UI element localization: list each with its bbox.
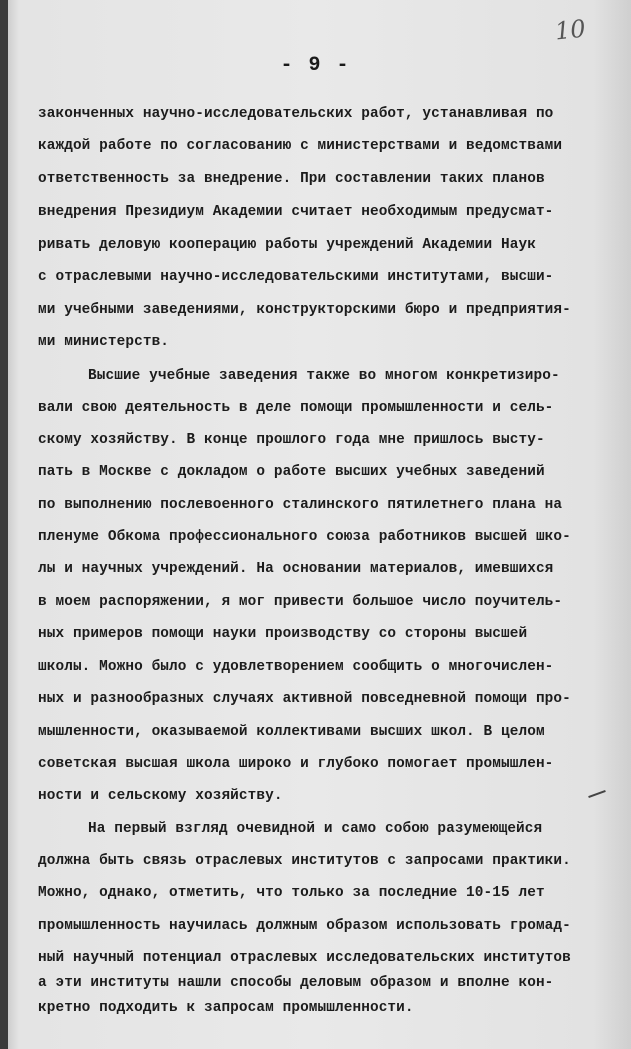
text-line: ный научный потенциал отраслевых исследовательских институтов xyxy=(38,950,571,966)
text-line: в моем распоряжении, я мог привести большое число поучитель- xyxy=(38,594,563,610)
text-line: школы. Можно было с удовлетворением сообщить о многочислен- xyxy=(38,659,554,675)
text-line: внедрения Президиум Академии считает необходимым предусмат- xyxy=(38,204,554,220)
text-line: ных и разнообразных случаях активной повседневной помощи про- xyxy=(38,691,571,707)
text-line: вали свою деятельность в деле помощи промышленности и сель- xyxy=(38,400,554,416)
text-line: каждой работе по согласованию с министерствами и ведомствами xyxy=(38,138,563,154)
text-line: законченных научно-исследовательских работ, устанавливая по xyxy=(38,106,554,122)
text-line: лы и научных учреждений. На основании материалов, имевшихся xyxy=(38,561,554,577)
text-line: Можно, однако, отметить, что только за последние 10-15 лет xyxy=(38,885,545,901)
text-line: мышленности, оказываемой коллективами высших школ. В целом xyxy=(38,724,545,740)
text-line: ных примеров помощи науки производству со стороны высшей xyxy=(38,626,528,642)
text-line: пать в Москве с докладом о работе высших учебных заведений xyxy=(38,464,545,480)
text-line: скому хозяйству. В конце прошлого года мне пришлось высту- xyxy=(38,432,545,448)
text-line: кретно подходить к запросам промышленности. xyxy=(38,1000,414,1016)
text-line: На первый взгляд очевидной и само собою разумеющейся xyxy=(88,821,543,837)
text-line: ривать деловую кооперацию работы учреждений Академии Наук xyxy=(38,237,536,253)
text-line: советская высшая школа широко и глубоко помогает промышлен- xyxy=(38,756,554,772)
text-line: ответственность за внедрение. При составлении таких планов xyxy=(38,171,545,187)
text-line: должна быть связь отраслевых институтов с запросами практики. xyxy=(38,853,571,869)
pencil-mark xyxy=(588,790,606,798)
text-line: промышленность научилась должным образом использовать громад- xyxy=(38,918,571,934)
text-line: пленуме Обкома профессионального союза работников высшей шко- xyxy=(38,529,571,545)
text-line: с отраслевыми научно-исследовательскими институтами, высши- xyxy=(38,269,554,285)
text-line: ми министерств. xyxy=(38,334,170,350)
text-line: ми учебными заведениями, конструкторскими бюро и предприятия- xyxy=(38,302,571,318)
text-line: Высшие учебные заведения также во многом конкретизиро- xyxy=(88,368,560,384)
text-line: ности и сельскому хозяйству. xyxy=(38,788,283,804)
page-number: - 9 - xyxy=(280,54,351,77)
handwritten-page-note: 10 xyxy=(553,14,587,46)
text-line: а эти институты нашли способы деловым образом и вполне кон- xyxy=(38,975,554,991)
text-line: по выполнению послевоенного сталинского пятилетнего плана на xyxy=(38,497,563,513)
